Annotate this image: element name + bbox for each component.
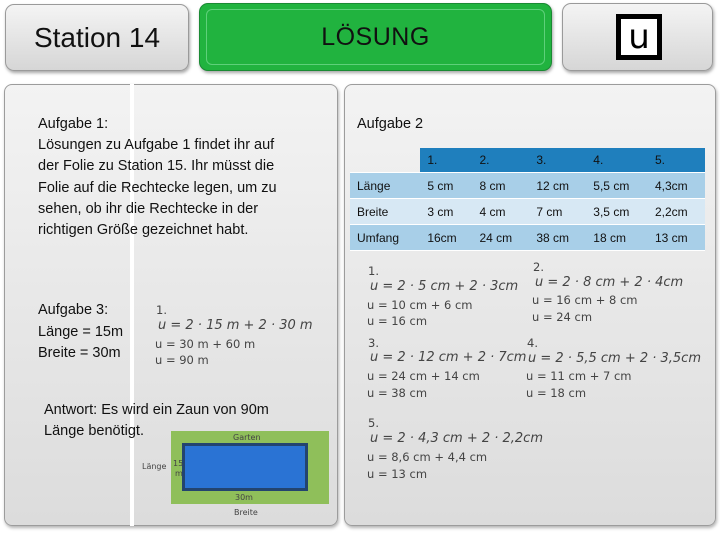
aufgabe1-line: sehen, ob ihr die Rechtecke in der [38,201,259,217]
aufgabe3-laenge: Länge = 15m [38,324,124,340]
table-cell: 13 cm [648,225,705,251]
station-title-box [5,4,189,71]
solution1-sum: u = 10 cm + 6 cm [367,298,473,312]
garden-label: Garten [233,433,261,442]
station-title: Station 14 [33,21,161,53]
solution-banner [199,3,552,71]
solution4-number: 4. [527,336,538,350]
hw3-formula: u = 2 · 15 m + 2 · 30 m [158,318,313,333]
solution3-number: 3. [368,336,379,350]
table-header-cell: 1. [420,148,472,173]
solution1-formula: u = 2 · 5 cm + 2 · 3cm [370,279,519,294]
table-cell: 2,2cm [648,199,705,225]
garden-length-label: Länge [142,462,167,471]
antwort-line: Antwort: Es wird ein Zaun von 90m [44,402,269,418]
solution2-result: u = 24 cm [532,310,593,324]
table-header-cell [350,148,420,173]
table-header-cell: 4. [586,148,648,173]
table-cell: 16cm [420,225,472,251]
solution4-result: u = 18 cm [526,386,587,400]
u-symbol-letter: u [621,19,657,55]
table-cell: 5,5 cm [586,173,648,199]
garden-length-unit: m [175,469,183,478]
table-cell: 12 cm [529,173,586,199]
table-header-cell: 2. [472,148,529,173]
solution1-result: u = 16 cm [367,314,428,328]
solution5-sum: u = 8,6 cm + 4,4 cm [367,450,488,464]
table-cell: 4 cm [472,199,529,225]
solution-title: LÖSUNG [321,22,430,51]
garden-width-number: 30m [235,493,253,502]
hw3-number: 1. [156,303,167,317]
aufgabe1-title: Aufgabe 1: [38,116,109,132]
solution2-number: 2. [533,260,544,274]
hw3-sum: u = 30 m + 60 m [155,337,256,351]
solution2-sum: u = 16 cm + 8 cm [532,293,638,307]
aufgabe1-line: richtigen Größe gezeichnet habt. [38,222,249,238]
solution2-formula: u = 2 · 8 cm + 2 · 4cm [535,275,684,290]
table-cell: Breite [350,199,420,225]
solution3-result: u = 38 cm [367,386,428,400]
solution5-number: 5. [368,416,379,430]
solution1-number: 1. [368,264,379,278]
hw3-result: u = 90 m [155,353,209,367]
antwort-line: Länge benötigt. [44,423,144,439]
table-header-cell: 3. [529,148,586,173]
table-cell: 24 cm [472,225,529,251]
table-cell: 5 cm [420,173,472,199]
aufgabe3-title: Aufgabe 3: [38,302,109,318]
table-cell: Länge [350,173,420,199]
solution3-formula: u = 2 · 12 cm + 2 · 7cm [370,350,527,365]
table-cell: 3,5 cm [586,199,648,225]
u-symbol-icon [616,14,662,60]
table-cell: 3 cm [420,199,472,225]
aufgabe1-line: der Folie zu Station 15. Ihr müsst die [38,158,275,174]
table-cell: 8 cm [472,173,529,199]
results-table [350,148,705,251]
aufgabe2-title: Aufgabe 2 [357,116,424,132]
solution4-formula: u = 2 · 5,5 cm + 2 · 3,5cm [528,351,701,366]
solution4-sum: u = 11 cm + 7 cm [526,369,632,383]
table-cell: 7 cm [529,199,586,225]
aufgabe3-breite: Breite = 30m [38,345,121,361]
garden-width-label: Breite [234,508,258,517]
table-row [350,199,705,225]
table-header-cell: 5. [648,148,705,173]
garden-rectangle [182,443,308,491]
solution5-formula: u = 2 · 4,3 cm + 2 · 2,2cm [370,431,543,446]
table-cell: Umfang [350,225,420,251]
aufgabe1-line: Folie auf die Rechtecke legen, um zu [38,180,277,196]
table-row [350,173,705,199]
garden-length-number: 15 [173,459,184,468]
table-header-row [350,148,705,173]
icon-box [562,3,713,71]
solution5-result: u = 13 cm [367,467,428,481]
table-cell: 18 cm [586,225,648,251]
table-cell: 4,3cm [648,173,705,199]
solution3-sum: u = 24 cm + 14 cm [367,369,480,383]
table-cell: 38 cm [529,225,586,251]
table-row [350,225,705,251]
solution-banner-inner [206,9,545,65]
garden-sketch [171,431,329,504]
aufgabe1-line: Lösungen zu Aufgabe 1 findet ihr auf [38,137,275,153]
